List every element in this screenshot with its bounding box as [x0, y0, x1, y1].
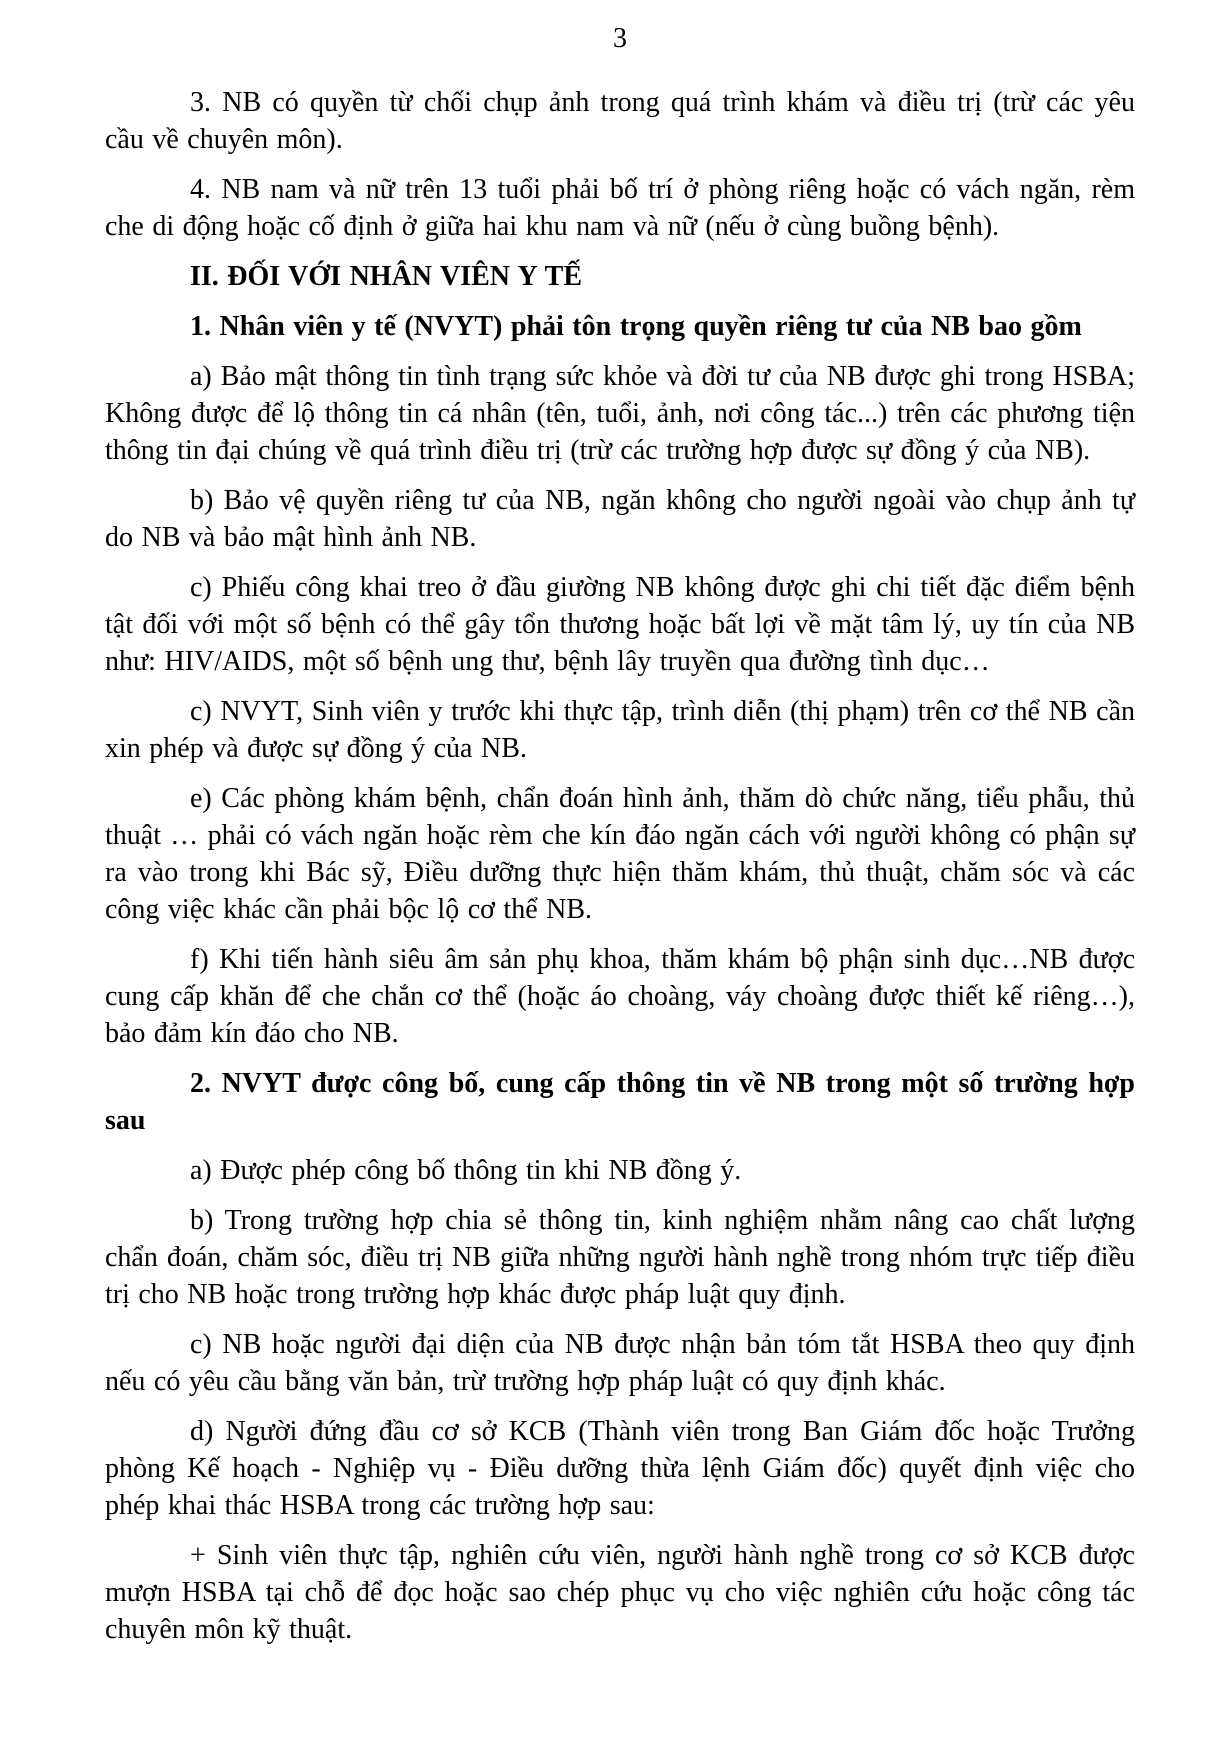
body-paragraph-item-4: 4. NB nam và nữ trên 13 tuổi phải bố trí ở phòng riêng hoặc có vách ngăn, rèm che di động hoặc cố định ở giữa hai khu nam và nữ (nếu ở cùng buồng bệnh). — [105, 174, 1135, 242]
body-paragraph-2a: a) Được phép công bố thông tin khi NB đồng ý. — [190, 1155, 742, 1186]
body-paragraph-2c: c) NB hoặc người đại diện của NB được nhận bản tóm tắt HSBA theo quy định nếu có yêu cầu bằng văn bản, trừ trường hợp pháp luật có quy định khác. — [105, 1329, 1135, 1397]
body-paragraph-1c: c) Phiếu công khai treo ở đầu giường NB không được ghi chi tiết đặc điểm bệnh tật đối với một số bệnh có thể gây tổn thương hoặc bất lợi về mặt tâm lý, uy tín của NB như: HIV/AIDS, một số bệnh ung thư, bệnh lây truyền qua đường tình dục… — [105, 572, 1135, 677]
body-paragraph-2d-plus: + Sinh viên thực tập, nghiên cứu viên, người hành nghề trong cơ sở KCB được mượn HSBA tại chỗ để đọc hoặc sao chép phục vụ cho việc nghiên cứu hoặc công tác chuyên môn kỹ thuật. — [105, 1540, 1135, 1645]
page-number: 3 — [613, 23, 627, 54]
body-paragraph-2b: b) Trong trường hợp chia sẻ thông tin, kinh nghiệm nhằm nâng cao chất lượng chẩn đoán, chăm sóc, điều trị NB giữa những người hành nghề trong nhóm trực tiếp điều trị cho NB hoặc trong trường hợp khác được pháp luật quy định. — [105, 1205, 1135, 1310]
subsection-heading-2: 2. NVYT được công bố, cung cấp thông tin về NB trong một số trường hợp sau — [105, 1068, 1135, 1136]
body-paragraph-1c2: c) NVYT, Sinh viên y trước khi thực tập, trình diễn (thị phạm) trên cơ thể NB cần xin phép và được sự đồng ý của NB. — [105, 696, 1135, 764]
subsection-heading-1: 1. Nhân viên y tế (NVYT) phải tôn trọng quyền riêng tư của NB bao gồm — [190, 311, 1082, 342]
body-paragraph-1f: f) Khi tiến hành siêu âm sản phụ khoa, thăm khám bộ phận sinh dục…NB được cung cấp khăn để che chắn cơ thể (hoặc áo choàng, váy choàng được thiết kế riêng…), bảo đảm kín đáo cho NB. — [105, 944, 1135, 1049]
body-paragraph-1a: a) Bảo mật thông tin tình trạng sức khỏe và đời tư của NB được ghi trong HSBA; Không được để lộ thông tin cá nhân (tên, tuổi, ảnh, nơi công tác...) trên các phương tiện thông tin đại chúng về quá trình điều trị (trừ các trường hợp được sự đồng ý của NB). — [105, 361, 1135, 466]
body-paragraph-1b: b) Bảo vệ quyền riêng tư của NB, ngăn không cho người ngoài vào chụp ảnh tự do NB và bảo mật hình ảnh NB. — [105, 485, 1135, 553]
section-heading-II: II. ĐỐI VỚI NHÂN VIÊN Y TẾ — [190, 261, 583, 292]
body-paragraph-2d: d) Người đứng đầu cơ sở KCB (Thành viên trong Ban Giám đốc hoặc Trưởng phòng Kế hoạch - Nghiệp vụ - Điều dưỡng thừa lệnh Giám đốc) quyết định việc cho phép khai thác HSBA trong các trường hợp sau: — [105, 1416, 1135, 1521]
body-paragraph-1e: e) Các phòng khám bệnh, chẩn đoán hình ảnh, thăm dò chức năng, tiểu phẫu, thủ thuật … phải có vách ngăn hoặc rèm che kín đáo ngăn cách với người không có phận sự ra vào trong khi Bác sỹ, Điều dưỡng thực hiện thăm khám, thủ thuật, chăm sóc và các công việc khác cần phải bộc lộ cơ thể NB. — [105, 783, 1135, 925]
body-paragraph-item-3: 3. NB có quyền từ chối chụp ảnh trong quá trình khám và điều trị (trừ các yêu cầu về chuyên môn). — [105, 87, 1135, 155]
